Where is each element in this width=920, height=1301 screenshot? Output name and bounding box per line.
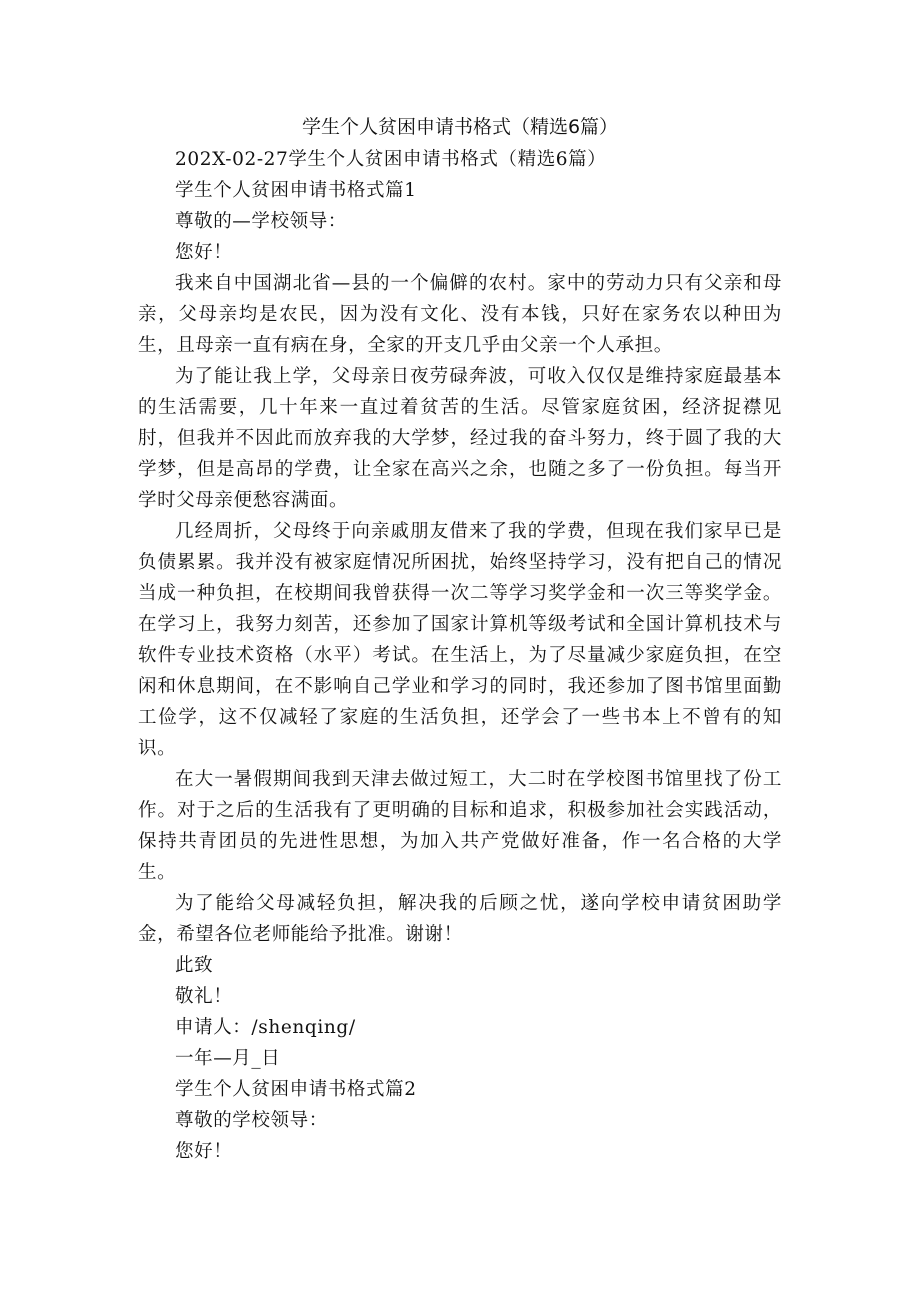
salutation: 尊敬的学校领导： <box>175 1110 328 1131</box>
closing-salute: 敬礼！ <box>175 986 233 1007</box>
body-paragraph: 在大一暑假期间我到天津去做过短工，大二时在学校图书馆里找了份工作。对于之后的生活我有了更明确的目标和追求，积极参加社会实践活动，保持共青团员的先进性思想，为加入共产党做好准备，作一名合格的大学生。 <box>138 769 782 883</box>
section-heading-2: 学生个人贫困申请书格式篇2 <box>175 1079 417 1100</box>
greeting: 您好！ <box>175 1141 233 1162</box>
closing-line: 此致 <box>175 955 214 976</box>
body-paragraph: 为了能给父母减轻负担，解决我的后顾之忧，遂向学校申请贫困助学金，希望各位老师能给予批准。谢谢！ <box>138 893 782 945</box>
date-line: 202X-02-27学生个人贫困申请书格式（精选6篇） <box>175 149 607 170</box>
applicant-line: 申请人：/shenqing/ <box>175 1017 356 1038</box>
document-body <box>138 144 782 1167</box>
date-placeholder: 一年—月_日 <box>175 1048 281 1069</box>
body-paragraph: 我来自中国湖北省—县的一个偏僻的农村。家中的劳动力只有父亲和母亲，父母亲均是农民，因为没有文化、没有本钱，只好在家务农以种田为生，且母亲一直有病在身，全家的开支几乎由父亲一个人承担。 <box>138 273 782 356</box>
body-paragraph: 为了能让我上学，父母亲日夜劳碌奔波，可收入仅仅是维持家庭最基本的生活需要，几十年来一直过着贫苦的生活。尽管家庭贫困，经济捉襟见肘，但我并不因此而放弃我的大学梦，经过我的奋斗努力，终于圆了我的大学梦，但是高昂的学费，让全家在高兴之余，也随之多了一份负担。每当开学时父母亲便愁容满面。 <box>138 366 782 511</box>
body-paragraph: 几经周折，父母终于向亲戚朋友借来了我的学费，但现在我们家早已是负债累累。我并没有被家庭情况所困扰，始终坚持学习，没有把自己的情况当成一种负担，在校期间我曾获得一次二等学习奖学金和一次三等奖学金。在学习上，我努力刻苦，还参加了国家计算机等级考试和全国计算机技术与软件专业技术资格（水平）考试。在生活上，为了尽量减少家庭负担，在空闲和休息期间，在不影响自己学业和学习的同时，我还参加了图书馆里面勤工俭学，这不仅减轻了家庭的生活负担，还学会了一些书本上不曾有的知识。 <box>138 521 782 759</box>
document-title: 学生个人贫困申请书格式（精选6篇） <box>301 116 619 138</box>
greeting: 您好！ <box>175 242 233 263</box>
section-heading-1: 学生个人贫困申请书格式篇1 <box>175 180 417 201</box>
salutation: 尊敬的—学校领导： <box>175 211 347 232</box>
